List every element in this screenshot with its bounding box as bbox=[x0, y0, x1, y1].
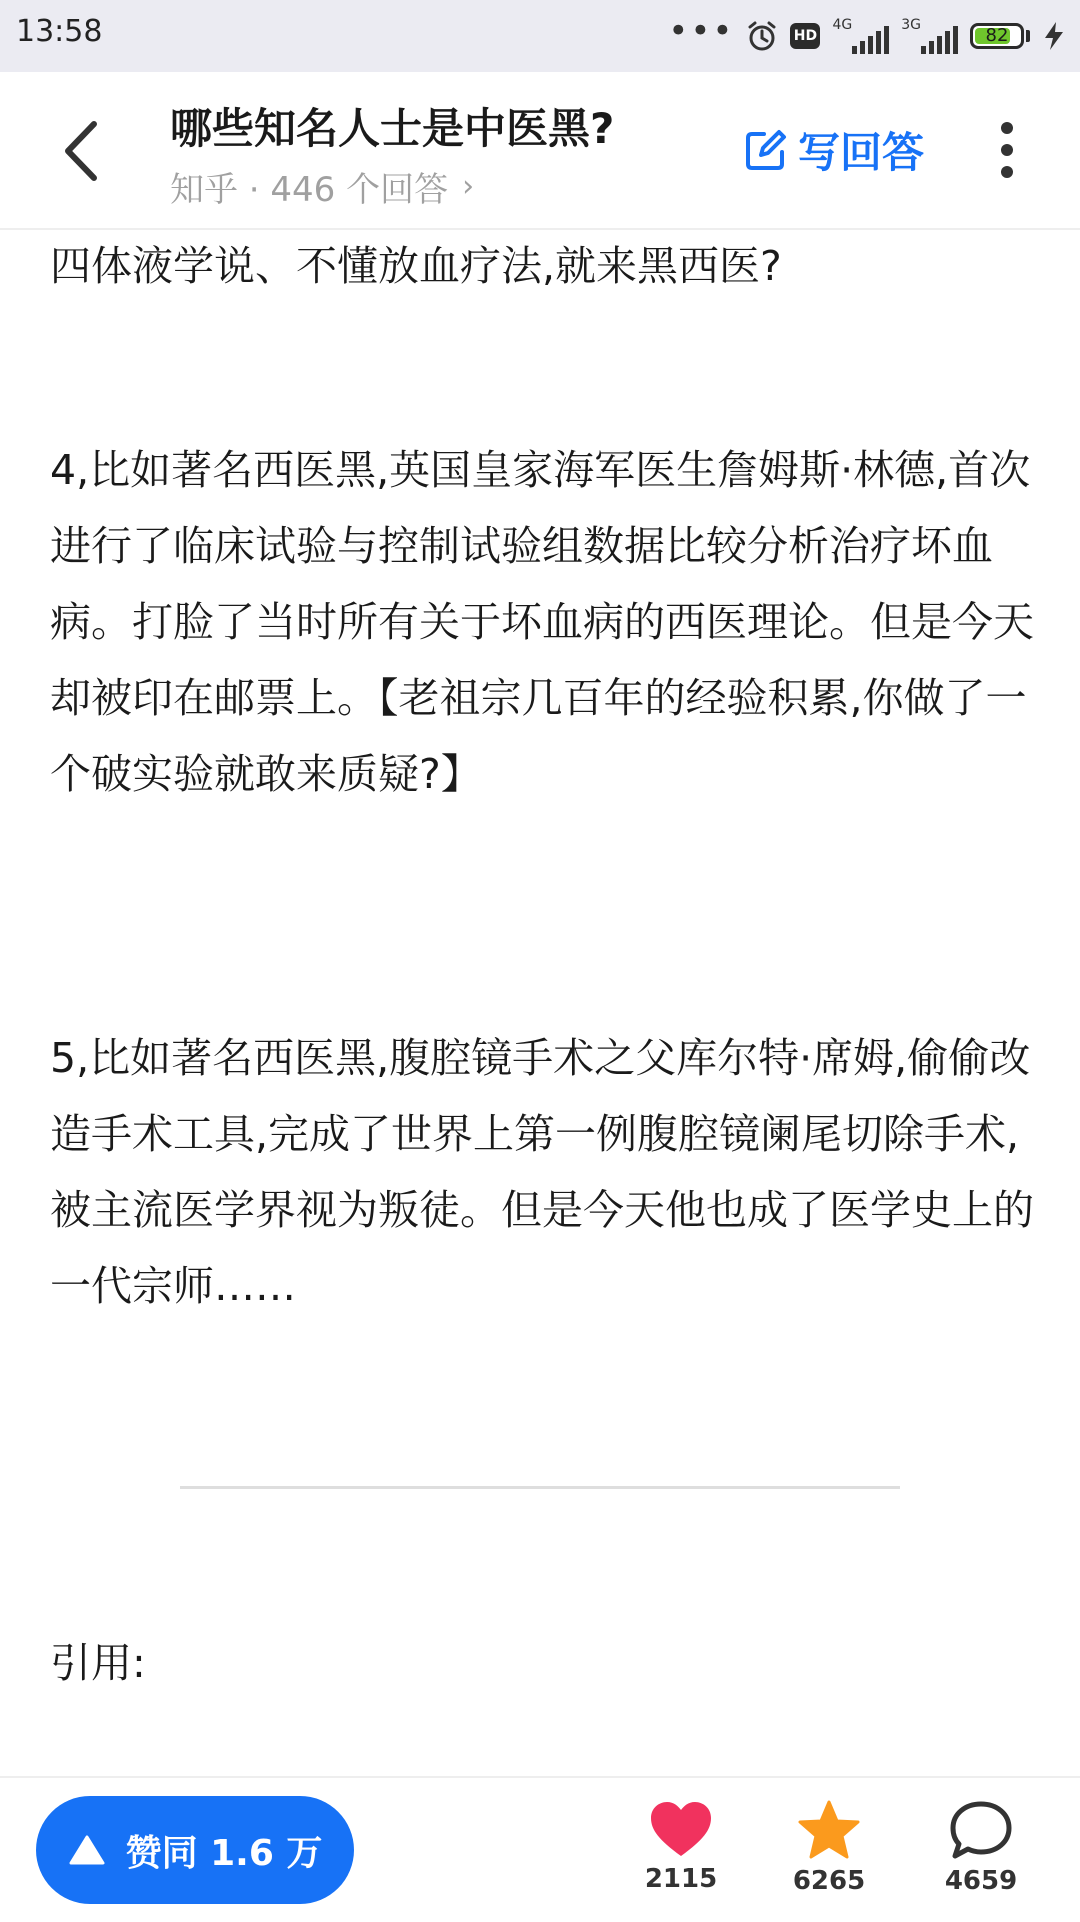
battery-nub bbox=[1026, 30, 1030, 42]
answer-count: 知乎 · 446 个回答 bbox=[170, 170, 449, 210]
dot-icon bbox=[1001, 166, 1013, 178]
like-button[interactable] bbox=[626, 1800, 736, 1894]
section-divider bbox=[180, 1486, 900, 1489]
signal-4g-label: 4G bbox=[832, 17, 853, 33]
favorite-count: 6265 bbox=[792, 1866, 866, 1896]
battery-percent: 82 bbox=[985, 25, 1009, 46]
charging-icon bbox=[1042, 21, 1066, 51]
like-count: 2115 bbox=[644, 1864, 718, 1894]
comment-icon bbox=[949, 1800, 1013, 1860]
star-icon bbox=[797, 1800, 861, 1860]
dot-icon bbox=[1001, 144, 1013, 156]
answer-paragraph: 四体液学说、不懂放血疗法,就来黑西医? bbox=[50, 242, 782, 290]
chevron-left-icon bbox=[56, 116, 106, 186]
status-time: 13:58 bbox=[16, 14, 103, 49]
signal-4g-icon bbox=[832, 18, 889, 54]
reference-label: 引用: bbox=[50, 1639, 146, 1687]
bottom-action-bar bbox=[0, 1776, 1080, 1922]
comment-button[interactable] bbox=[926, 1800, 1036, 1896]
question-header bbox=[0, 72, 1080, 230]
write-answer-label: 写回答 bbox=[798, 128, 925, 177]
answer-paragraph: 4,比如著名西医黑,英国皇家海军医生詹姆斯·林德,首次进行了临床试验与控制试验组数据比较分析治疗坏血病。打脸了当时所有关于坏血病的西医理论。但是今天却被印在邮票上。【老祖宗几百年的经验积累,你做了一个破实验就敢来质疑?】 bbox=[50, 446, 1034, 798]
heart-icon bbox=[649, 1800, 713, 1858]
battery-icon bbox=[970, 23, 1024, 49]
back-button[interactable] bbox=[56, 116, 106, 186]
favorite-button[interactable] bbox=[774, 1800, 884, 1896]
more-options-button[interactable] bbox=[990, 122, 1024, 178]
triangle-up-icon bbox=[68, 1834, 106, 1866]
chevron-right-icon: › bbox=[462, 169, 475, 204]
answer-paragraph: 5,比如著名西医黑,腹腔镜手术之父库尔特·席姆,偷偷改造手术工具,完成了世界上第一例腹腔镜阑尾切除手术,被主流医学界视为叛徒。但是今天他也成了医学史上的一代宗师…… bbox=[50, 1034, 1034, 1310]
edit-icon bbox=[744, 128, 788, 172]
status-icons bbox=[668, 12, 1066, 60]
question-title[interactable]: 哪些知名人士是中医黑? bbox=[170, 104, 615, 153]
signal-3g-label: 3G bbox=[901, 17, 921, 33]
upvote-label: 赞同 1.6 万 bbox=[125, 1832, 323, 1874]
question-meta[interactable] bbox=[170, 162, 474, 211]
comment-count: 4659 bbox=[944, 1866, 1018, 1896]
dot-icon bbox=[1001, 122, 1013, 134]
more-notifications-icon: ••• bbox=[668, 11, 735, 51]
upvote-button[interactable] bbox=[36, 1796, 354, 1904]
status-bar bbox=[0, 0, 1080, 72]
alarm-icon bbox=[746, 20, 778, 52]
signal-3g-icon bbox=[901, 18, 958, 54]
write-answer-button[interactable] bbox=[744, 120, 924, 180]
hd-icon: HD bbox=[790, 23, 820, 49]
